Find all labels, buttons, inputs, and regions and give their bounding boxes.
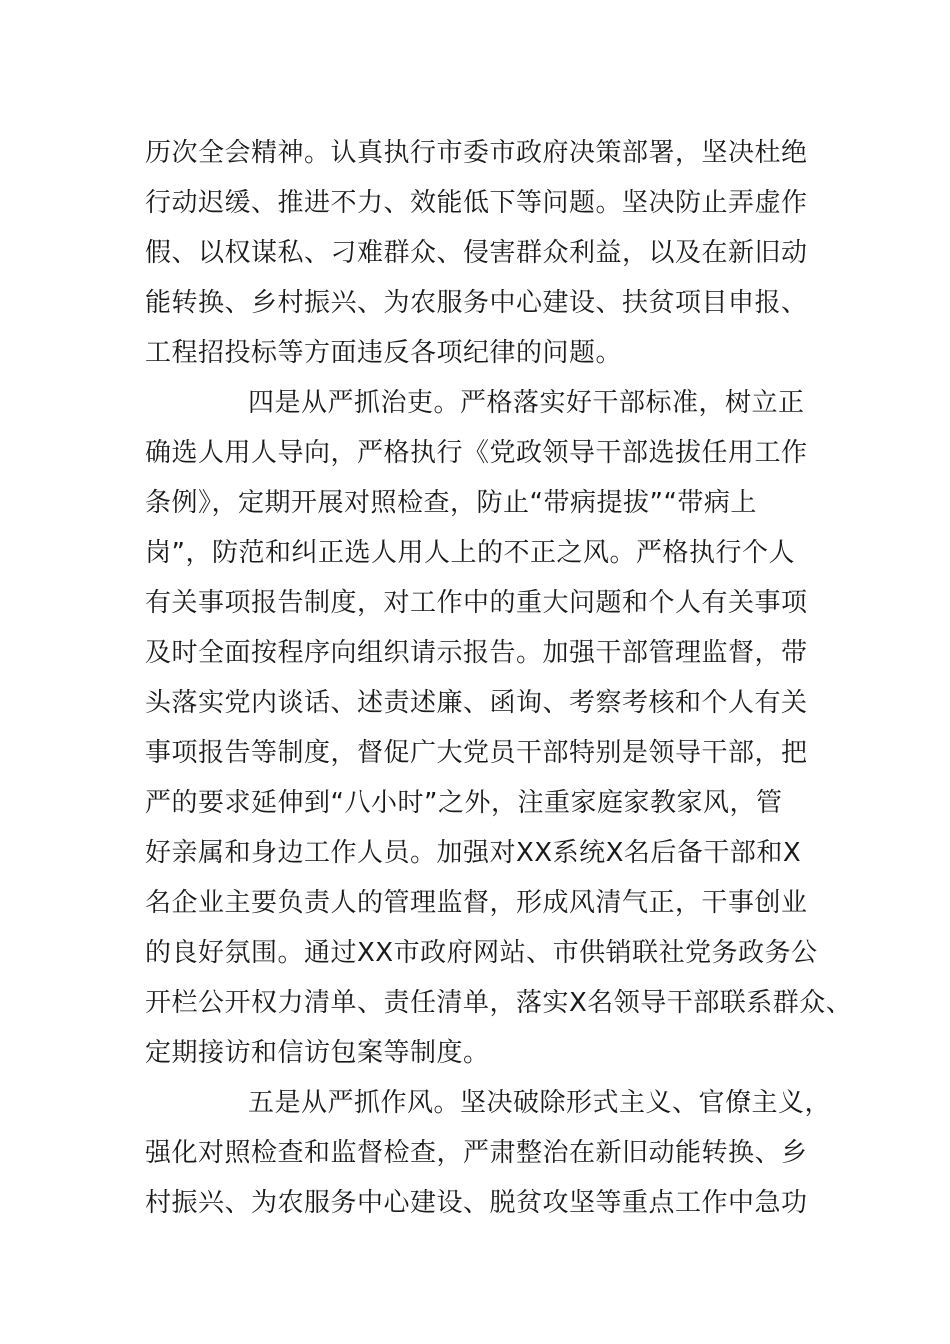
text-line: 定期接访和信访包案等制度。 bbox=[145, 1038, 490, 1068]
text-line: 严的要求延伸到“八小时”之外，注重家庭家教家风，管 bbox=[145, 788, 783, 818]
text-line: 条例》，定期开展对照检查，防止“带病提拔”“带病上 bbox=[145, 488, 757, 518]
text-line: 名企业主要负责人的管理监督，形成风清气正，干事创业 bbox=[145, 888, 808, 918]
text-line: 强化对照检查和监督检查，严肃整治在新旧动能转换、乡 bbox=[145, 1138, 808, 1168]
text-line: 开栏公开权力清单、责任清单，落实X名领导干部联系群众、 bbox=[145, 988, 853, 1018]
paragraph-heading-line: 四是从严抓治吏。严格落实好干部标准，树立正 bbox=[248, 388, 805, 418]
text-line: 岗”，防范和纠正选人用人上的不正之风。严格执行个人 bbox=[145, 538, 795, 568]
text-line: 的良好氛围。通过XX市政府网站、市供销联社党务政务公 bbox=[145, 938, 818, 968]
text-line: 及时全面按程序向组织请示报告。加强干部管理监督，带 bbox=[145, 638, 808, 668]
text-line: 能转换、乡村振兴、为农服务中心建设、扶贫项目申报、 bbox=[145, 288, 808, 318]
text-line: 历次全会精神。认真执行市委市政府决策部署，坚决杜绝 bbox=[145, 138, 808, 168]
text-line: 头落实党内谈话、述责述廉、函询、考察考核和个人有关 bbox=[145, 688, 808, 718]
text-line: 假、以权谋私、刁难群众、侵害群众利益，以及在新旧动 bbox=[145, 238, 808, 268]
text-line: 有关事项报告制度，对工作中的重大问题和个人有关事项 bbox=[145, 588, 808, 618]
text-line: 工程招投标等方面违反各项纪律的问题。 bbox=[145, 338, 623, 368]
text-line: 行动迟缓、推进不力、效能低下等问题。坚决防止弄虚作 bbox=[145, 188, 808, 218]
text-line: 确选人用人导向，严格执行《党政领导干部选拔任用工作 bbox=[145, 438, 808, 468]
paragraph-heading-line: 五是从严抓作风。坚决破除形式主义、官僚主义， bbox=[248, 1088, 832, 1118]
text-line: 事项报告等制度，督促广大党员干部特别是领导干部，把 bbox=[145, 738, 808, 768]
text-line: 好亲属和身边工作人员。加强对XX系统X名后备干部和X bbox=[145, 838, 802, 868]
text-line: 村振兴、为农服务中心建设、脱贫攻坚等重点工作中急功 bbox=[145, 1188, 808, 1218]
